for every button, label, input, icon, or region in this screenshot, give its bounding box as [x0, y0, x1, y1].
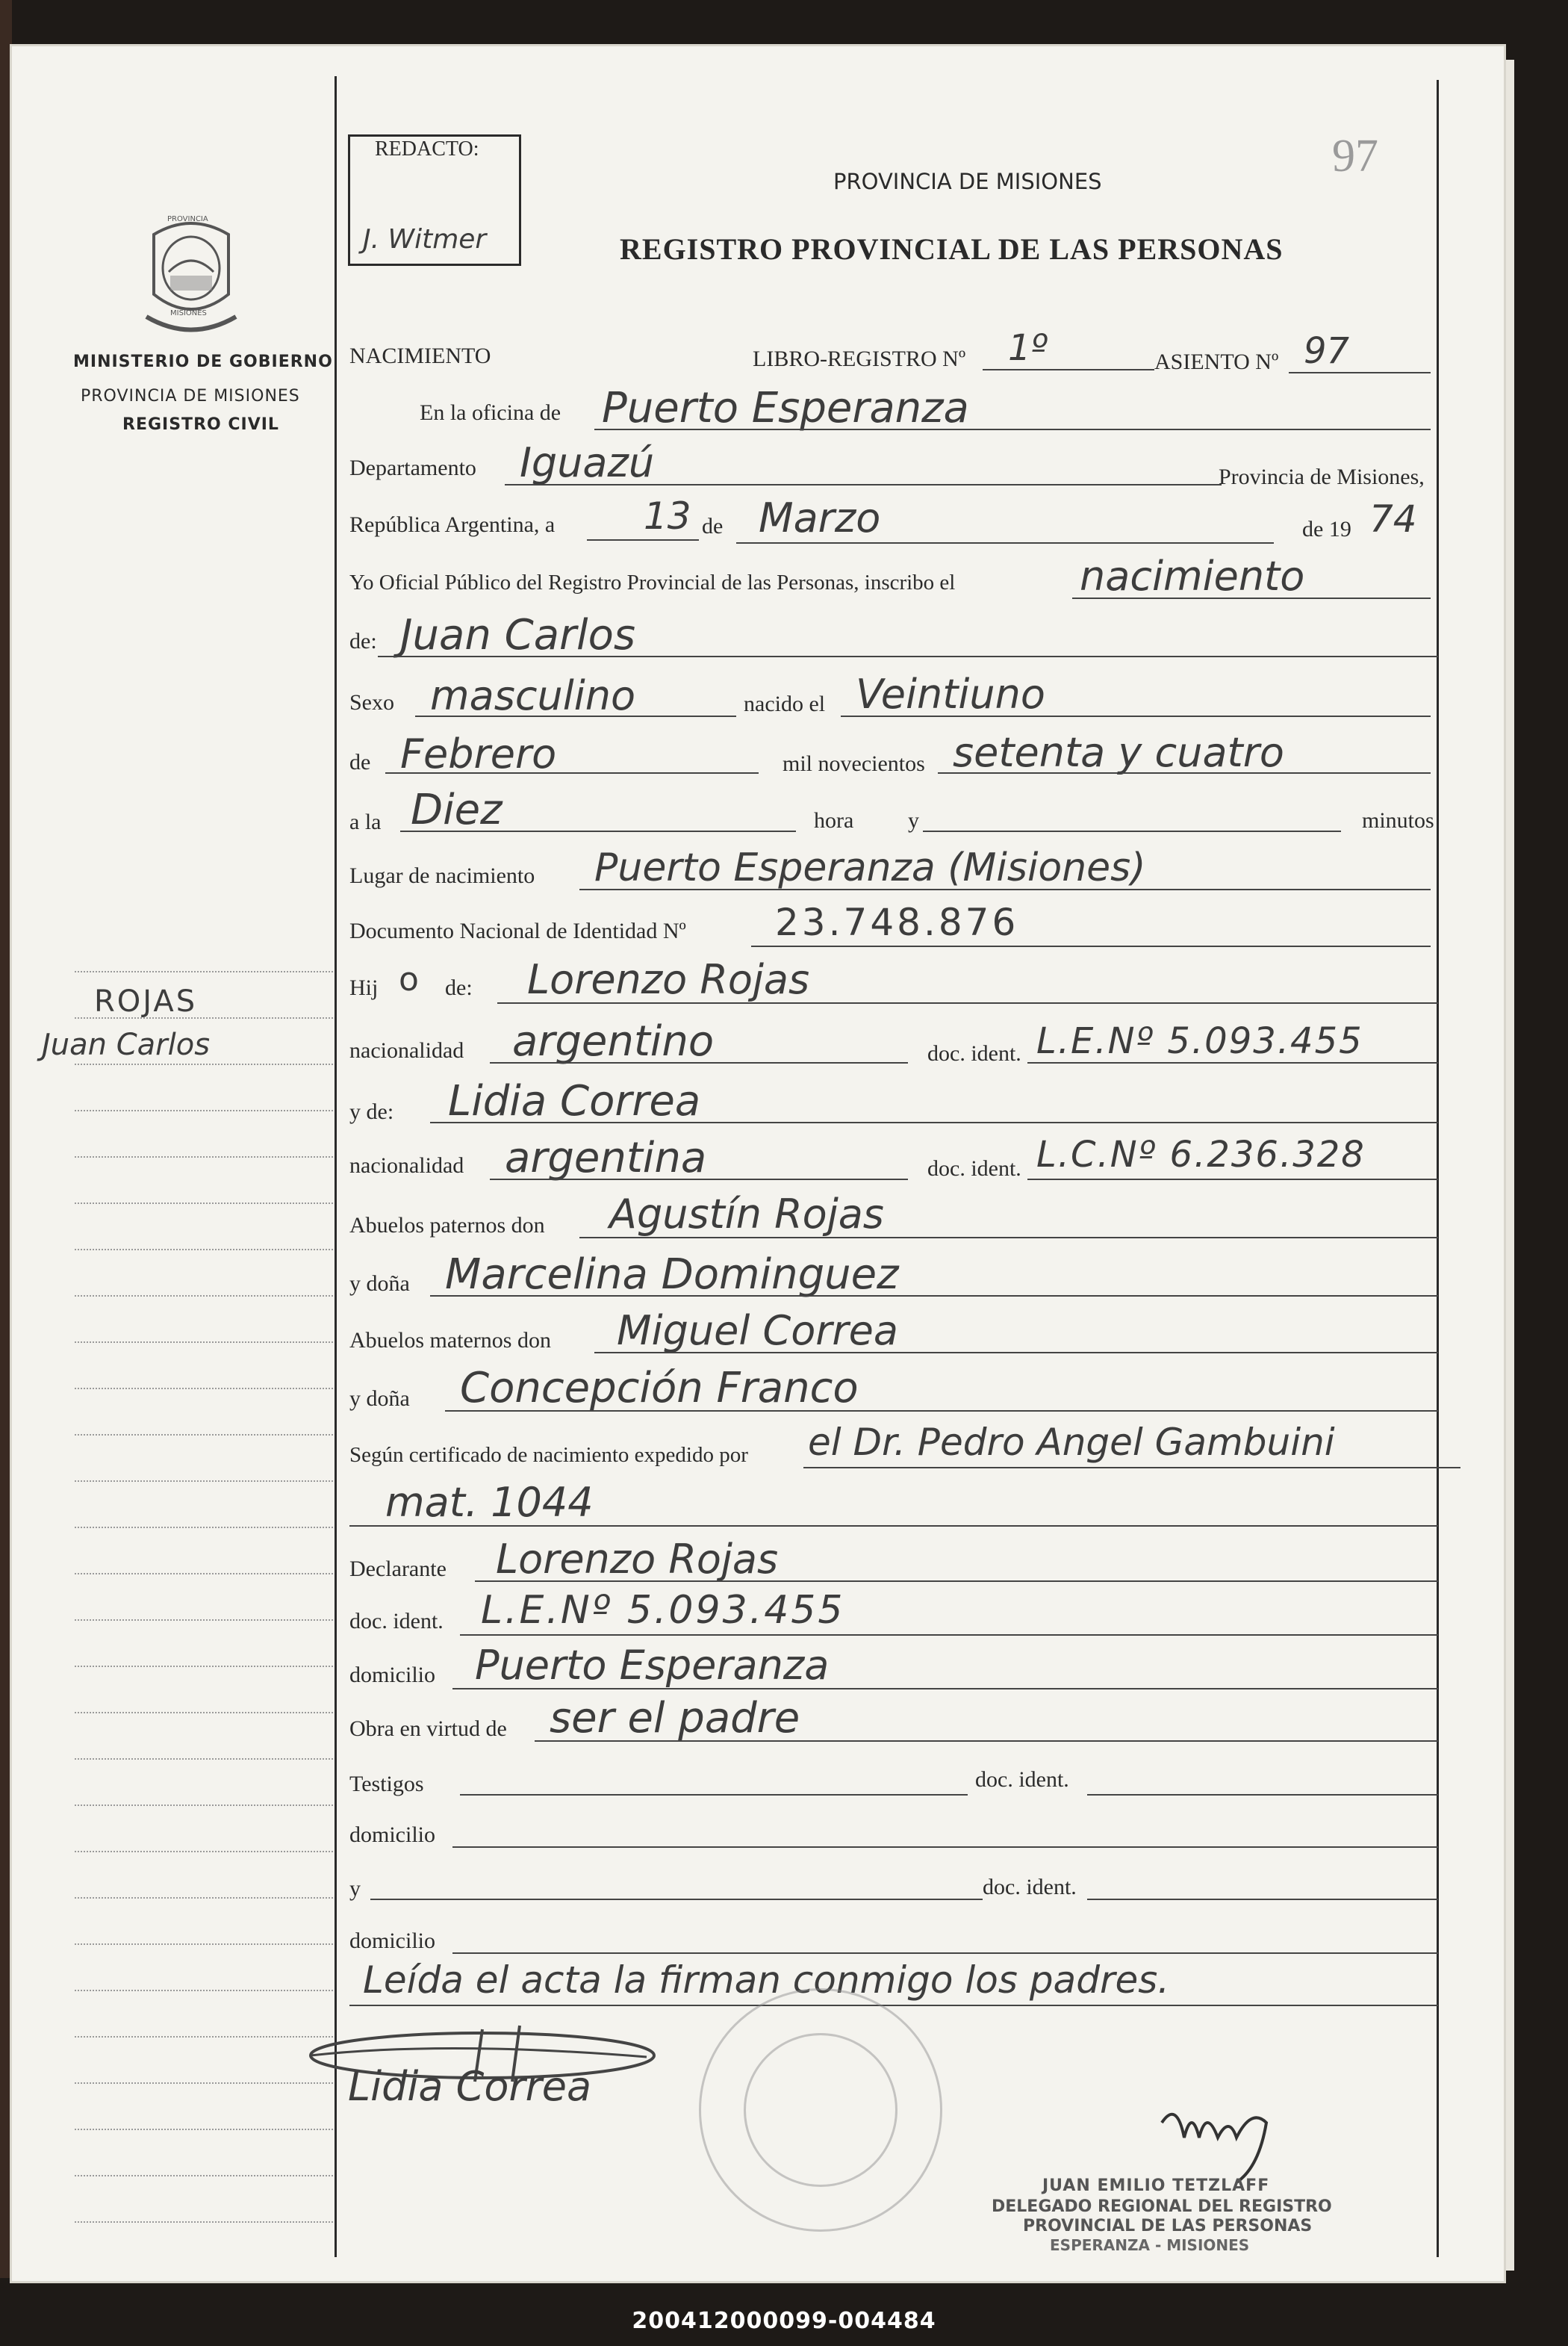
ministry-line2: PROVINCIA DE MISIONES	[81, 387, 300, 406]
margin-surname: ROJAS	[94, 984, 198, 1019]
sexo-value: masculino	[430, 672, 636, 719]
libro-value: 1º	[1008, 327, 1048, 369]
de-mes-label: de	[349, 750, 371, 775]
a-la-label: a la	[349, 810, 382, 834]
doc3-label: doc. ident.	[349, 1609, 444, 1633]
seal-bottom-text: MISIONES	[170, 309, 207, 317]
doc1-label: doc. ident.	[927, 1041, 1021, 1066]
mes-value: Marzo	[759, 494, 881, 541]
mil-value: setenta y cuatro	[953, 729, 1284, 776]
dia-value: 13	[644, 494, 691, 538]
anio-label: de 19	[1302, 517, 1351, 541]
minutos-label: minutos	[1362, 808, 1434, 833]
abuela-pat-value: Marcelina Dominguez	[445, 1250, 899, 1299]
registry-stamp-inner	[744, 2033, 897, 2187]
nacimiento-label: NACIMIENTO	[349, 344, 491, 368]
departamento-value: Iguazú	[520, 439, 655, 486]
domicilio1-value: Puerto Esperanza	[475, 1642, 830, 1689]
domicilio1-label: domicilio	[349, 1663, 435, 1687]
official-signature	[1147, 2093, 1281, 2190]
segun-label: Según certificado de nacimiento expedido por	[349, 1443, 748, 1467]
y-label: y	[908, 808, 919, 833]
y-de-label: y de:	[349, 1099, 394, 1124]
doc2-value: L.C.Nº 6.236.328	[1036, 1134, 1366, 1176]
y-dona1-label: y doña	[349, 1271, 410, 1296]
redacto-name: J. Witmer	[363, 224, 487, 255]
province-title: PROVINCIA DE MISIONES	[833, 169, 1102, 194]
image-caption: 200412000099-004484	[632, 2308, 936, 2334]
oficina-label: En la oficina de	[420, 400, 561, 425]
dni-value: 23.748.876	[775, 901, 1019, 944]
abuelo-mat-value: Miguel Correa	[617, 1307, 898, 1354]
anio-value: 74	[1369, 497, 1417, 541]
de-persona-label: de:	[349, 629, 377, 654]
asiento-value: 97	[1304, 330, 1350, 372]
asiento-label: ASIENTO Nº	[1154, 350, 1279, 374]
margin-given-name: Juan Carlos	[42, 1028, 211, 1062]
obra-label: Obra en virtud de	[349, 1716, 507, 1741]
a-la-value: Diez	[411, 786, 503, 834]
abuelos-mat-label: Abuelos maternos don	[349, 1328, 551, 1353]
obra-value: ser el padre	[550, 1694, 800, 1743]
domicilio2-label: domicilio	[349, 1822, 435, 1847]
abuelos-pat-label: Abuelos paternos don	[349, 1213, 545, 1238]
leida-text: Leída el acta la firman conmigo los padres.	[363, 1958, 1170, 2002]
hijo-suffix: o	[399, 961, 419, 999]
libro-label: LIBRO-REGISTRO Nº	[753, 347, 966, 371]
mother-signature: Lidia Correa	[348, 2063, 592, 2110]
nac1-label: nacionalidad	[349, 1038, 464, 1063]
ministry-line1: MINISTERIO DE GOBIERNO	[73, 353, 333, 371]
redacto-label: REDACTO:	[375, 137, 479, 161]
page-number: 97	[1332, 131, 1378, 181]
book-binding	[0, 0, 12, 2278]
sexo-label: Sexo	[349, 690, 394, 715]
hijo-de-label: de:	[445, 975, 473, 1000]
ministry-line3: REGISTRO CIVIL	[122, 415, 279, 434]
register-page	[12, 46, 1504, 2281]
domicilio3-label: domicilio	[349, 1928, 435, 1953]
mil-label: mil novecientos	[783, 751, 925, 776]
nac2-value: argentina	[505, 1134, 707, 1182]
official-line3: PROVINCIAL DE LAS PERSONAS	[1023, 2217, 1313, 2235]
de-label: de	[702, 514, 724, 539]
doc5-label: doc. ident.	[983, 1875, 1077, 1899]
doc4-label: doc. ident.	[975, 1767, 1069, 1792]
official-line4: ESPERANZA - MISIONES	[1050, 2236, 1250, 2254]
hora-label: hora	[814, 808, 854, 833]
de-mes-value: Febrero	[400, 730, 557, 778]
oficial-value: nacimiento	[1080, 553, 1305, 600]
doc1-value: L.E.Nº 5.093.455	[1036, 1020, 1363, 1062]
seal-top-text: PROVINCIA	[167, 215, 208, 223]
declarante-label: Declarante	[349, 1557, 447, 1581]
nacido-label: nacido el	[744, 692, 826, 716]
official-line1: JUAN EMILIO TETZLAFF	[1042, 2176, 1270, 2195]
nacido-value: Veintiuno	[856, 671, 1045, 718]
nac2-label: nacionalidad	[349, 1153, 464, 1178]
republica-label: República Argentina, a	[349, 512, 556, 537]
abuela-mat-value: Concepción Franco	[460, 1364, 859, 1412]
padre-value: Lorenzo Rojas	[527, 956, 810, 1003]
oficina-value: Puerto Esperanza	[602, 384, 969, 432]
abuelo-pat-value: Agustín Rojas	[609, 1191, 884, 1238]
persona-value: Juan Carlos	[400, 611, 636, 660]
margin-divider	[335, 76, 337, 2257]
ministry-seal-icon	[139, 212, 243, 339]
nac1-value: argentino	[512, 1017, 715, 1066]
testigos-label: Testigos	[349, 1772, 424, 1796]
segun-value: el Dr. Pedro Angel Gambuini	[808, 1421, 1335, 1464]
mat-value: mat. 1044	[385, 1479, 594, 1526]
official-line2: DELEGADO REGIONAL DEL REGISTRO	[992, 2197, 1332, 2216]
declarante-value: Lorenzo Rojas	[496, 1536, 779, 1583]
madre-value: Lidia Correa	[448, 1077, 701, 1126]
departamento-label: Departamento	[349, 456, 476, 480]
dni-label: Documento Nacional de Identidad Nº	[349, 919, 686, 943]
provincia-label: Provincia de Misiones,	[1219, 465, 1425, 489]
doc3-value: L.E.Nº 5.093.455	[481, 1588, 845, 1633]
oficial-label: Yo Oficial Público del Registro Provincial de las Personas, inscribo el	[349, 571, 956, 595]
page-edge	[1504, 60, 1514, 2271]
hijo-label: Hij	[349, 975, 379, 1000]
right-border	[1437, 80, 1439, 2257]
lugar-value: Puerto Esperanza (Misiones)	[594, 845, 1146, 890]
doc2-label: doc. ident.	[927, 1156, 1021, 1181]
y-dona2-label: y doña	[349, 1386, 410, 1411]
y2-label: y	[349, 1876, 361, 1901]
registry-title: REGISTRO PROVINCIAL DE LAS PERSONAS	[620, 232, 1284, 266]
lugar-label: Lugar de nacimiento	[349, 863, 535, 888]
